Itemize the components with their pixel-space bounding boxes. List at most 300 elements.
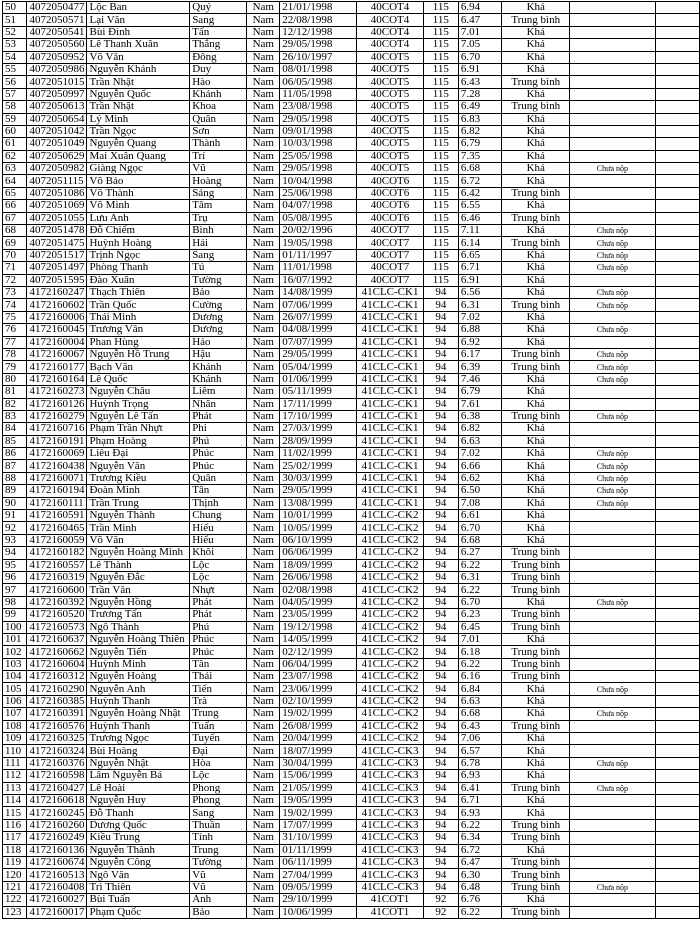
birth-date-cell: 23/07/1998 xyxy=(280,671,357,683)
given-name-cell: Liêm xyxy=(190,386,247,398)
class-code-cell: 41CLC-CK3 xyxy=(357,819,424,831)
gender-cell: Nam xyxy=(247,584,280,596)
student-id-cell: 4172160249 xyxy=(27,832,87,844)
gender-cell: Nam xyxy=(247,138,280,150)
credits-cell: 115 xyxy=(423,51,458,63)
note-cell: Chưa nộp xyxy=(570,596,655,608)
gpa-cell: 6.22 xyxy=(458,559,501,571)
credits-cell: 94 xyxy=(423,621,458,633)
gpa-cell: 6.47 xyxy=(458,14,501,26)
table-row xyxy=(3,844,700,856)
gender-cell: Nam xyxy=(247,745,280,757)
row-number-cell: 68 xyxy=(3,225,27,237)
credits-cell: 94 xyxy=(423,633,458,645)
student-id-cell: 4172160136 xyxy=(27,844,87,856)
family-name-cell: Mai Xuân Quang xyxy=(87,150,190,162)
note-cell: Chưa nộp xyxy=(570,472,655,484)
gpa-cell: 6.27 xyxy=(458,547,501,559)
student-id-cell: 4072051475 xyxy=(27,237,87,249)
row-number-cell: 75 xyxy=(3,311,27,323)
student-id-cell: 4072051478 xyxy=(27,225,87,237)
credits-cell: 115 xyxy=(423,63,458,75)
gender-cell: Nam xyxy=(247,646,280,658)
birth-date-cell: 07/06/1999 xyxy=(280,299,357,311)
blank-cell xyxy=(655,695,699,707)
table-row xyxy=(3,51,700,63)
given-name-cell: Tiến xyxy=(190,683,247,695)
class-code-cell: 41CLC-CK2 xyxy=(357,609,424,621)
birth-date-cell: 28/09/1999 xyxy=(280,435,357,447)
given-name-cell: Tường xyxy=(190,274,247,286)
credits-cell: 94 xyxy=(423,361,458,373)
row-number-cell: 119 xyxy=(3,856,27,868)
note-cell xyxy=(570,906,655,918)
birth-date-cell: 25/02/1999 xyxy=(280,460,357,472)
table-row xyxy=(3,63,700,75)
student-id-cell: 4072051517 xyxy=(27,249,87,261)
gpa-cell: 7.61 xyxy=(458,398,501,410)
birth-date-cell: 13/08/1999 xyxy=(280,497,357,509)
classification-cell: Khá xyxy=(502,695,570,707)
table-row xyxy=(3,782,700,794)
blank-cell xyxy=(655,249,699,261)
class-code-cell: 40COT6 xyxy=(357,212,424,224)
table-row xyxy=(3,708,700,720)
birth-date-cell: 19/05/1999 xyxy=(280,795,357,807)
credits-cell: 94 xyxy=(423,720,458,732)
note-cell xyxy=(570,621,655,633)
birth-date-cell: 02/10/1999 xyxy=(280,695,357,707)
table-row xyxy=(3,881,700,893)
birth-date-cell: 06/06/1999 xyxy=(280,547,357,559)
classification-cell: Khá xyxy=(502,807,570,819)
family-name-cell: Võ Thành xyxy=(87,187,190,199)
gender-cell: Nam xyxy=(247,101,280,113)
classification-cell: Khá xyxy=(502,311,570,323)
birth-date-cell: 17/10/1999 xyxy=(280,410,357,422)
gpa-cell: 6.57 xyxy=(458,745,501,757)
class-code-cell: 41CLC-CK2 xyxy=(357,596,424,608)
class-code-cell: 41CLC-CK3 xyxy=(357,782,424,794)
classification-cell: Khá xyxy=(502,894,570,906)
family-name-cell: Nguyễn Lê Tấn xyxy=(87,410,190,422)
table-row xyxy=(3,733,700,745)
student-id-cell: 4072051497 xyxy=(27,262,87,274)
row-number-cell: 116 xyxy=(3,819,27,831)
gpa-cell: 6.61 xyxy=(458,510,501,522)
table-row xyxy=(3,39,700,51)
class-code-cell: 40COT5 xyxy=(357,63,424,75)
family-name-cell: Trương Kiều xyxy=(87,472,190,484)
student-id-cell: 4172160637 xyxy=(27,633,87,645)
family-name-cell: Nguyễn Quang xyxy=(87,138,190,150)
gender-cell: Nam xyxy=(247,88,280,100)
note-cell xyxy=(570,869,655,881)
credits-cell: 115 xyxy=(423,262,458,274)
birth-date-cell: 18/07/1999 xyxy=(280,745,357,757)
gender-cell: Nam xyxy=(247,125,280,137)
family-name-cell: Nguyễn Hoàng Minh xyxy=(87,547,190,559)
gpa-cell: 6.71 xyxy=(458,262,501,274)
note-cell xyxy=(570,633,655,645)
student-id-cell: 4172160520 xyxy=(27,609,87,621)
classification-cell: Khá xyxy=(502,510,570,522)
table-row xyxy=(3,596,700,608)
class-code-cell: 41CLC-CK2 xyxy=(357,510,424,522)
credits-cell: 115 xyxy=(423,274,458,286)
family-name-cell: Giàng Ngọc xyxy=(87,163,190,175)
given-name-cell: Bảo xyxy=(190,906,247,918)
student-id-cell: 4172160247 xyxy=(27,286,87,298)
birth-date-cell: 19/02/1999 xyxy=(280,708,357,720)
family-name-cell: Trương Ngọc xyxy=(87,733,190,745)
given-name-cell: Sơn xyxy=(190,125,247,137)
birth-date-cell: 19/02/1999 xyxy=(280,807,357,819)
table-row xyxy=(3,547,700,559)
family-name-cell: Đỗ Chiếm xyxy=(87,225,190,237)
gpa-cell: 6.93 xyxy=(458,770,501,782)
table-row xyxy=(3,200,700,212)
birth-date-cell: 20/02/1996 xyxy=(280,225,357,237)
given-name-cell: Đông xyxy=(190,51,247,63)
gender-cell: Nam xyxy=(247,311,280,323)
blank-cell xyxy=(655,472,699,484)
given-name-cell: Dương xyxy=(190,324,247,336)
student-id-cell: 4172160279 xyxy=(27,410,87,422)
gpa-cell: 6.93 xyxy=(458,807,501,819)
student-id-cell: 4172160071 xyxy=(27,472,87,484)
table-row xyxy=(3,101,700,113)
row-number-cell: 109 xyxy=(3,733,27,745)
gender-cell: Nam xyxy=(247,187,280,199)
table-row xyxy=(3,311,700,323)
classification-cell: Khá xyxy=(502,534,570,546)
classification-cell: Khá xyxy=(502,274,570,286)
classification-cell: Trung bình xyxy=(502,361,570,373)
class-code-cell: 41CLC-CK3 xyxy=(357,832,424,844)
gpa-cell: 6.22 xyxy=(458,906,501,918)
family-name-cell: Nguyễn Nhật xyxy=(87,757,190,769)
given-name-cell: Phúc xyxy=(190,633,247,645)
credits-cell: 115 xyxy=(423,150,458,162)
row-number-cell: 102 xyxy=(3,646,27,658)
gender-cell: Nam xyxy=(247,906,280,918)
row-number-cell: 89 xyxy=(3,485,27,497)
blank-cell xyxy=(655,88,699,100)
note-cell: Chưa nộp xyxy=(570,460,655,472)
family-name-cell: Đỗ Thanh xyxy=(87,807,190,819)
birth-date-cell: 04/08/1999 xyxy=(280,324,357,336)
note-cell xyxy=(570,175,655,187)
gender-cell: Nam xyxy=(247,249,280,261)
family-name-cell: Phạm Trần Nhựt xyxy=(87,423,190,435)
classification-cell: Khá xyxy=(502,733,570,745)
blank-cell xyxy=(655,410,699,422)
gpa-cell: 6.91 xyxy=(458,63,501,75)
table-row xyxy=(3,757,700,769)
given-name-cell: Phúc xyxy=(190,460,247,472)
gpa-cell: 6.76 xyxy=(458,894,501,906)
classification-cell: Khá xyxy=(502,708,570,720)
family-name-cell: Nguyễn Hồ Trung xyxy=(87,348,190,360)
student-id-cell: 4172160408 xyxy=(27,881,87,893)
gender-cell: Nam xyxy=(247,708,280,720)
given-name-cell: Lộc xyxy=(190,559,247,571)
gpa-cell: 7.02 xyxy=(458,448,501,460)
gpa-cell: 6.71 xyxy=(458,795,501,807)
birth-date-cell: 29/05/1998 xyxy=(280,39,357,51)
row-number-cell: 118 xyxy=(3,844,27,856)
student-id-cell: 4172160017 xyxy=(27,906,87,918)
birth-date-cell: 27/03/1999 xyxy=(280,423,357,435)
classification-cell: Trung bình xyxy=(502,237,570,249)
classification-cell: Trung bình xyxy=(502,782,570,794)
note-cell: Chưa nộp xyxy=(570,448,655,460)
given-name-cell: Sang xyxy=(190,807,247,819)
classification-cell: Trung bình xyxy=(502,584,570,596)
row-number-cell: 112 xyxy=(3,770,27,782)
class-code-cell: 40COT6 xyxy=(357,187,424,199)
birth-date-cell: 07/07/1999 xyxy=(280,336,357,348)
class-code-cell: 41CLC-CK1 xyxy=(357,336,424,348)
table-row xyxy=(3,2,700,14)
blank-cell xyxy=(655,720,699,732)
gender-cell: Nam xyxy=(247,435,280,447)
classification-cell: Khá xyxy=(502,163,570,175)
gpa-cell: 6.38 xyxy=(458,410,501,422)
gender-cell: Nam xyxy=(247,225,280,237)
classification-cell: Trung bình xyxy=(502,212,570,224)
classification-cell: Khá xyxy=(502,633,570,645)
gpa-cell: 6.68 xyxy=(458,163,501,175)
credits-cell: 94 xyxy=(423,348,458,360)
blank-cell xyxy=(655,274,699,286)
credits-cell: 94 xyxy=(423,373,458,385)
class-code-cell: 41CLC-CK2 xyxy=(357,658,424,670)
gpa-cell: 6.22 xyxy=(458,584,501,596)
classification-cell: Khá xyxy=(502,63,570,75)
class-code-cell: 41CLC-CK1 xyxy=(357,472,424,484)
gender-cell: Nam xyxy=(247,336,280,348)
gender-cell: Nam xyxy=(247,14,280,26)
note-cell xyxy=(570,150,655,162)
table-row xyxy=(3,559,700,571)
given-name-cell: Phát xyxy=(190,410,247,422)
row-number-cell: 105 xyxy=(3,683,27,695)
row-number-cell: 64 xyxy=(3,175,27,187)
birth-date-cell: 17/07/1999 xyxy=(280,819,357,831)
note-cell: Chưa nộp xyxy=(570,757,655,769)
family-name-cell: Bạch Văn xyxy=(87,361,190,373)
student-id-cell: 4072050571 xyxy=(27,14,87,26)
birth-date-cell: 11/02/1999 xyxy=(280,448,357,460)
family-name-cell: Lại Văn xyxy=(87,14,190,26)
credits-cell: 115 xyxy=(423,187,458,199)
note-cell xyxy=(570,76,655,88)
note-cell xyxy=(570,187,655,199)
table-row xyxy=(3,163,700,175)
gender-cell: Nam xyxy=(247,819,280,831)
credits-cell: 94 xyxy=(423,386,458,398)
gpa-cell: 6.39 xyxy=(458,361,501,373)
table-row xyxy=(3,460,700,472)
gender-cell: Nam xyxy=(247,76,280,88)
table-row xyxy=(3,286,700,298)
birth-date-cell: 02/08/1998 xyxy=(280,584,357,596)
blank-cell xyxy=(655,497,699,509)
table-row xyxy=(3,237,700,249)
table-row xyxy=(3,671,700,683)
table-row xyxy=(3,571,700,583)
student-id-cell: 4172160260 xyxy=(27,819,87,831)
student-id-cell: 4172160557 xyxy=(27,559,87,571)
table-row xyxy=(3,819,700,831)
table-row xyxy=(3,76,700,88)
note-cell: Chưa nộp xyxy=(570,262,655,274)
blank-cell xyxy=(655,522,699,534)
gender-cell: Nam xyxy=(247,472,280,484)
birth-date-cell: 06/04/1999 xyxy=(280,658,357,670)
class-code-cell: 40COT4 xyxy=(357,2,424,14)
given-name-cell: Quân xyxy=(190,113,247,125)
blank-cell xyxy=(655,51,699,63)
gpa-cell: 6.16 xyxy=(458,671,501,683)
table-row xyxy=(3,695,700,707)
student-id-cell: 4172160465 xyxy=(27,522,87,534)
family-name-cell: Bùi Tuấn xyxy=(87,894,190,906)
row-number-cell: 85 xyxy=(3,435,27,447)
table-row xyxy=(3,869,700,881)
gpa-cell: 6.41 xyxy=(458,782,501,794)
classification-cell: Khá xyxy=(502,150,570,162)
class-code-cell: 41CLC-CK3 xyxy=(357,795,424,807)
birth-date-cell: 06/10/1999 xyxy=(280,534,357,546)
blank-cell xyxy=(655,187,699,199)
birth-date-cell: 09/01/1998 xyxy=(280,125,357,137)
credits-cell: 115 xyxy=(423,249,458,261)
note-cell xyxy=(570,832,655,844)
note-cell xyxy=(570,856,655,868)
table-row xyxy=(3,88,700,100)
family-name-cell: Trì Thiên xyxy=(87,881,190,893)
row-number-cell: 122 xyxy=(3,894,27,906)
family-name-cell: Võ Minh xyxy=(87,200,190,212)
gender-cell: Nam xyxy=(247,881,280,893)
student-id-cell: 4072051595 xyxy=(27,274,87,286)
gpa-cell: 6.88 xyxy=(458,324,501,336)
blank-cell xyxy=(655,596,699,608)
class-code-cell: 41CLC-CK3 xyxy=(357,757,424,769)
note-cell: Chưa nộp xyxy=(570,286,655,298)
class-code-cell: 40COT4 xyxy=(357,26,424,38)
credits-cell: 94 xyxy=(423,286,458,298)
gpa-cell: 6.31 xyxy=(458,571,501,583)
student-id-cell: 4172160662 xyxy=(27,646,87,658)
family-name-cell: Lưu Anh xyxy=(87,212,190,224)
student-id-cell: 4172160191 xyxy=(27,435,87,447)
gender-cell: Nam xyxy=(247,26,280,38)
note-cell xyxy=(570,423,655,435)
class-code-cell: 41CLC-CK1 xyxy=(357,299,424,311)
gender-cell: Nam xyxy=(247,274,280,286)
table-row xyxy=(3,584,700,596)
blank-cell xyxy=(655,237,699,249)
note-cell: Chưa nộp xyxy=(570,881,655,893)
credits-cell: 115 xyxy=(423,76,458,88)
class-code-cell: 41CLC-CK2 xyxy=(357,547,424,559)
gender-cell: Nam xyxy=(247,658,280,670)
row-number-cell: 82 xyxy=(3,398,27,410)
gpa-cell: 6.83 xyxy=(458,113,501,125)
family-name-cell: Nguyễn Hoàng Nhật xyxy=(87,708,190,720)
blank-cell xyxy=(655,844,699,856)
blank-cell xyxy=(655,795,699,807)
row-number-cell: 53 xyxy=(3,39,27,51)
given-name-cell: Trà xyxy=(190,695,247,707)
gender-cell: Nam xyxy=(247,348,280,360)
credits-cell: 115 xyxy=(423,39,458,51)
row-number-cell: 66 xyxy=(3,200,27,212)
birth-date-cell: 10/04/1998 xyxy=(280,175,357,187)
table-row xyxy=(3,534,700,546)
gpa-cell: 6.94 xyxy=(458,2,501,14)
student-id-cell: 4072050629 xyxy=(27,150,87,162)
credits-cell: 94 xyxy=(423,485,458,497)
note-cell xyxy=(570,510,655,522)
student-id-cell: 4172160177 xyxy=(27,361,87,373)
note-cell: Chưa nộp xyxy=(570,485,655,497)
blank-cell xyxy=(655,398,699,410)
given-name-cell: Phong xyxy=(190,782,247,794)
given-name-cell: Thái xyxy=(190,671,247,683)
blank-cell xyxy=(655,832,699,844)
note-cell xyxy=(570,274,655,286)
student-id-cell: 4172160045 xyxy=(27,324,87,336)
blank-cell xyxy=(655,671,699,683)
gender-cell: Nam xyxy=(247,510,280,522)
row-number-cell: 73 xyxy=(3,286,27,298)
note-cell xyxy=(570,559,655,571)
table-row xyxy=(3,435,700,447)
given-name-cell: Vũ xyxy=(190,881,247,893)
gpa-cell: 6.46 xyxy=(458,212,501,224)
note-cell xyxy=(570,658,655,670)
class-code-cell: 41CLC-CK2 xyxy=(357,621,424,633)
credits-cell: 94 xyxy=(423,559,458,571)
birth-date-cell: 29/05/1998 xyxy=(280,163,357,175)
row-number-cell: 58 xyxy=(3,101,27,113)
classification-cell: Khá xyxy=(502,262,570,274)
note-cell xyxy=(570,894,655,906)
gender-cell: Nam xyxy=(247,200,280,212)
family-name-cell: Lộc Ban xyxy=(87,2,190,14)
student-results-table xyxy=(2,1,700,919)
class-code-cell: 41CLC-CK1 xyxy=(357,324,424,336)
student-id-cell: 4172160602 xyxy=(27,299,87,311)
blank-cell xyxy=(655,807,699,819)
birth-date-cell: 25/05/1998 xyxy=(280,150,357,162)
row-number-cell: 97 xyxy=(3,584,27,596)
given-name-cell: Lộc xyxy=(190,571,247,583)
gender-cell: Nam xyxy=(247,460,280,472)
blank-cell xyxy=(655,559,699,571)
birth-date-cell: 05/08/1995 xyxy=(280,212,357,224)
gender-cell: Nam xyxy=(247,770,280,782)
classification-cell: Khá xyxy=(502,138,570,150)
birth-date-cell: 11/05/1998 xyxy=(280,88,357,100)
credits-cell: 94 xyxy=(423,695,458,707)
gpa-cell: 6.49 xyxy=(458,101,501,113)
